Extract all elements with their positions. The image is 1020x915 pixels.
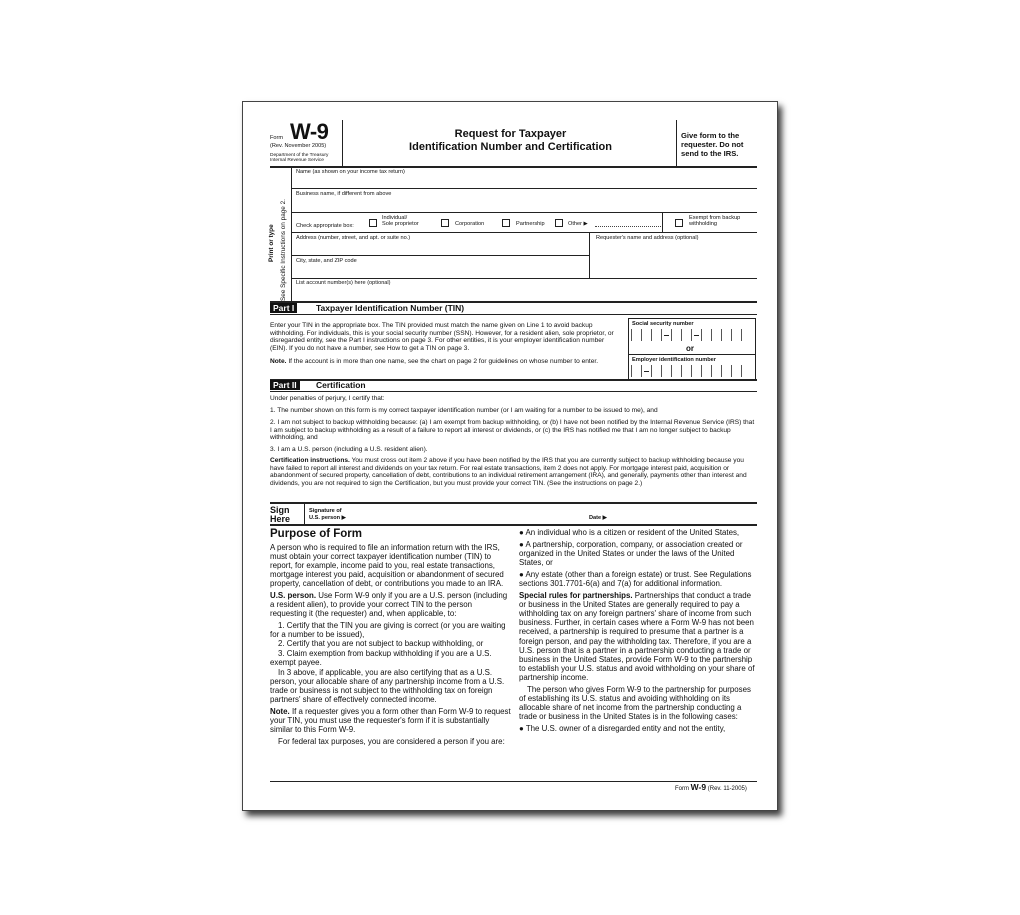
purpose-p3: In 3 above, if applicable, you are also certifying that as a U.S. person, your allocable share of any partnership income from a U.S. trade or business is not subject to the withholding tax on foreign partners' share of effectively connected income. (270, 667, 505, 704)
part1-note-text: If the account is in more than one name, see the chart on page 2 for guidelines on whose number to enter. (288, 358, 599, 365)
part1-tag: Part I (270, 303, 297, 313)
name-field-label: Name (as shown on your income tax return) (296, 169, 405, 175)
cert-instructions-label: Certification instructions. (270, 457, 350, 464)
name-field-line[interactable] (291, 188, 757, 189)
cert-item-1: 1. The number shown on this form is my correct taxpayer identification number (or I am waiting for a number to be issued to me), and (270, 407, 658, 414)
corporation-label: Corporation (455, 221, 485, 227)
certify-item-1: 1. Certify that the TIN you are giving is correct (or you are waiting for a number to be issued), (270, 621, 506, 640)
exempt-label-1: Exempt from backup (689, 215, 741, 221)
specific-instructions-label: See Specific Instructions on page 2. (280, 199, 287, 301)
us-person-label: U.S. person. (270, 591, 317, 601)
special-rules-label: Special rules for partnerships. (519, 591, 633, 601)
part1-title: Taxpayer Identification Number (TIN) (316, 303, 465, 313)
footer-form-number: W-9 (690, 782, 707, 792)
footer-form-label: Form (675, 786, 689, 792)
account-label: List account number(s) here (optional) (296, 280, 391, 286)
individual-checkbox[interactable] (369, 219, 377, 227)
form-title-line1: Request for Taxpayer (454, 128, 567, 140)
give-form-note-2: requester. Do not (681, 140, 744, 149)
purpose-heading: Purpose of Form (270, 528, 363, 540)
other-checkbox[interactable] (555, 219, 563, 227)
other-line[interactable] (595, 226, 661, 227)
business-name-line[interactable] (291, 212, 757, 213)
part1-note-label: Note. (270, 358, 287, 365)
w9-form-page (242, 101, 778, 811)
city-label: City, state, and ZIP code (296, 258, 357, 264)
purpose-p4: For federal tax purposes, you are considered a person if you are: (278, 736, 505, 746)
form-revision: (Rev. November 2005) (270, 143, 327, 149)
purpose-note-label: Note. (270, 706, 290, 716)
ein-label: Employer identification number (632, 357, 716, 363)
part1-note (270, 358, 622, 366)
requester-label: Requester's name and address (optional) (596, 235, 699, 241)
other-label: Other ▶ (568, 221, 588, 227)
address-label: Address (number, street, and apt. or suite no.) (296, 235, 411, 241)
purpose-note-text: If a requester gives you a form other than Form W-9 to request your TIN, you must use the requester's form if it is substantially similar to this Form W-9. (270, 706, 511, 734)
part2-tag: Part II (270, 380, 300, 390)
bullet-estate: ● Any estate (other than a foreign estate) or trust. See Regulations sections 301.7701-6(a) and 7(a) for additional information. (519, 570, 752, 589)
cert-instructions (270, 457, 757, 488)
exempt-checkbox[interactable] (675, 219, 683, 227)
footer (675, 783, 747, 794)
or-label: or (686, 344, 694, 353)
check-box-label: Check appropriate box: (296, 223, 354, 229)
individual-label-1: Individual/ (382, 215, 408, 221)
purpose-p1: A person who is required to file an information return with the IRS, must obtain your correct taxpayer identification number (TIN) to report, for example, income paid to you, real estate transactions, mortgage interest you paid, acquisition or abandonment of secured property, cancellation of debt, or contributions you made to an IRA. (270, 543, 504, 589)
form-title-line2: Identification Number and Certification (409, 141, 612, 153)
date-label: Date ▶ (589, 515, 607, 521)
date-line[interactable] (615, 521, 755, 522)
bullet-partnership: ● A partnership, corporation, company, or association created or organized in the United States or under the laws of the United States, or (519, 540, 743, 568)
give-form-note-3: send to the IRS. (681, 149, 739, 158)
certify-item-2: 2. Certify that you are not subject to backup withholding, or (278, 639, 484, 649)
department-line1: Department of the Treasury (270, 153, 329, 158)
form-number: W-9 (290, 119, 329, 144)
address-line[interactable] (291, 255, 589, 256)
city-line[interactable] (291, 278, 757, 279)
form-label: Form (270, 135, 284, 141)
business-name-label: Business name, if different from above (296, 191, 392, 197)
partnership-label: Partnership (516, 221, 545, 227)
cert-item-2: 2. I am not subject to backup withholding because: (a) I am exempt from backup withholding, or (b) I have not been notified by the Internal Revenue Service (IRS) that I am subject to backup withholding as a result of a failure to report all interest or dividends, or (c) the IRS has notified me that I am no longer subject to backup withholding, and (270, 419, 755, 442)
cert-intro: Under penalties of perjury, I certify that: (270, 395, 385, 402)
certify-item-3: 3. Claim exemption from backup withholding if you are a U.S. exempt payee. (270, 648, 492, 667)
individual-label-2: Sole proprietor (382, 221, 419, 227)
signature-label-1: Signature of (309, 508, 342, 514)
bullet-disregarded-entity: ● The U.S. owner of a disregarded entity and not the entity, (519, 723, 726, 733)
us-person-text: Use Form W-9 only if you are a U.S. person (including a resident alien), to provide your correct TIN to the person requesting it (the requester) and, when applicable, to: (270, 591, 508, 619)
purpose-right-column (519, 528, 757, 736)
cert-instructions-text: You must cross out item 2 above if you have been notified by the IRS that you are currently subject to backup withholding because you have failed to report all interest and dividends on your tax return. For real estate transactions, item 2 does not apply. For mortgage interest paid, acquisition or abandonment of secured property, cancellation of debt, contributions to an individual retirement arrangement (IRA), and generally, payments other than interest and dividends, you are not required to sign the Certification, but you must provide your correct TIN. (See the instructions on page 2.) (270, 457, 747, 488)
ein-digits[interactable] (631, 365, 751, 377)
corporation-checkbox[interactable] (441, 219, 449, 227)
give-form-note-1: Give form to the (681, 131, 740, 140)
department-line2: Internal Revenue Service (270, 158, 324, 163)
ssn-label: Social security number (632, 321, 694, 327)
cert-item-3: 3. I am a U.S. person (including a U.S. resident alien). (270, 446, 428, 453)
purpose-p5: The person who gives Form W-9 to the partnership for purposes of establishing its U.S. status and avoiding withholding on its allocable share of net income from the partnership conducting a trade or business in the United States is in the following cases: (519, 684, 751, 721)
exempt-label-2: withholding (689, 221, 717, 227)
bullet-individual: ● An individual who is a citizen or resident of the United States, (519, 528, 740, 537)
print-or-type-label: Print or type (268, 224, 275, 262)
part2-title: Certification (316, 380, 366, 390)
sign-label-2: Here (270, 514, 291, 524)
ssn-digits[interactable] (631, 329, 751, 341)
special-rules-text: Partnerships that conduct a trade or business in the United States are generally required to pay a withholding tax on any foreign partners' share of income from such business. Further, in certain cases where a Form W-9 has not been received, a partnership is required to presume that a partner is a foreign person, and pay the withholding tax. Therefore, if you are a U.S. person that is a partner in a partnership conducting a trade or business in the United States, provide Form W-9 to the partnership to establish your U.S. status and avoid withholding on your share of partnership income. (519, 591, 755, 682)
signature-line[interactable] (361, 521, 586, 522)
part1-instructions: Enter your TIN in the appropriate box. The TIN provided must match the name given on Line 1 to avoid backup withholding. For individuals, this is your social security number (SSN). However, for a resident alien, sole proprietor, or disregarded entity, see the Part I instructions on page 3. For other entities, it is your employer identification number (EIN). If you do not have a number, see How to get a TIN on page 3. (270, 322, 614, 353)
purpose-left-column (270, 543, 511, 749)
partnership-checkbox[interactable] (502, 219, 510, 227)
signature-label-2: U.S. person ▶ (309, 515, 346, 521)
sign-label-1: Sign (270, 505, 290, 515)
footer-revision: (Rev. 11-2005) (707, 786, 747, 792)
